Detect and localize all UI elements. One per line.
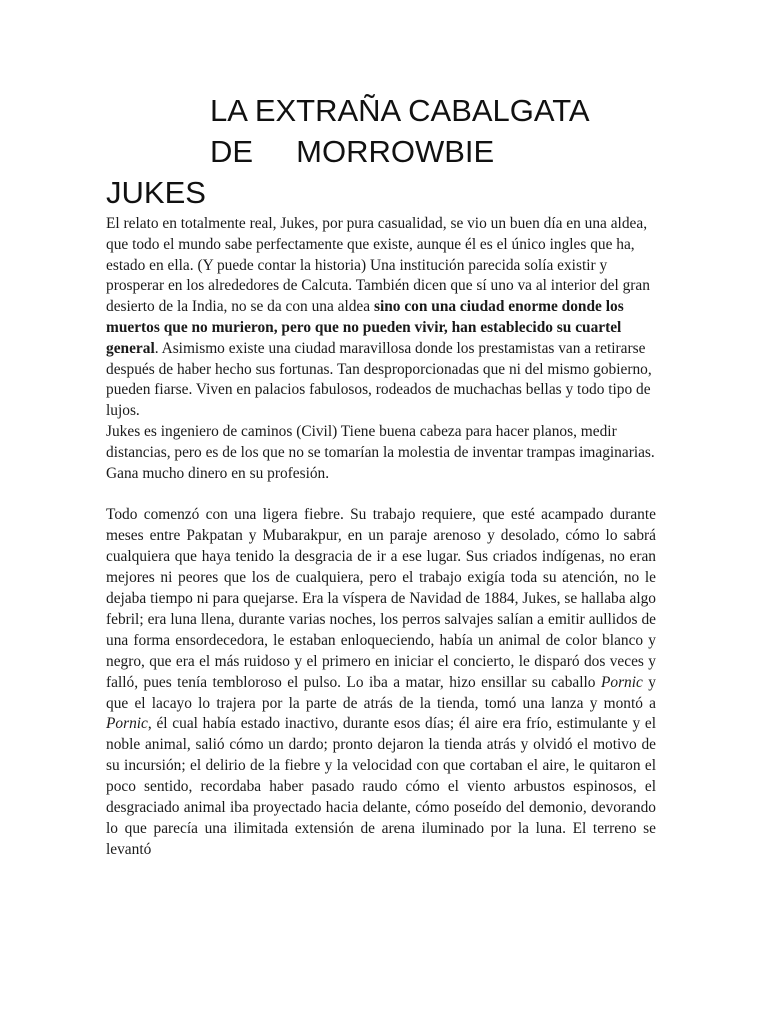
paragraph-gap	[106, 484, 656, 505]
paragraph-3	[106, 505, 656, 860]
paragraph-1-bold: sino con una ciudad enorme donde los muertos que no murieron, pero que no pueden vivir, han establecido su cuartel general	[106, 298, 624, 357]
paragraph-1-tail: . Asimismo existe una ciudad maravillosa donde los prestamistas van a retirarse después de haber hecho sus fortunas. Tan desproporcionadas que ni del mismo gobierno, pueden fiarse. Viven en palacios fabulosos, rodeados de muchachas bellas y todo tipo de lujos.	[106, 339, 652, 420]
title-line-3: JUKES	[106, 175, 206, 210]
horse-name-2: Pornic	[106, 715, 148, 733]
paragraph-3-part-1: Todo comenzó con una ligera fiebre. Su trabajo requiere, que esté acampado durante meses entre Pakpatan y Mubarakpur, en un paraje arenoso y desolado, cómo lo sabrá cualquiera que haya tenido la desgracia de ir a ese lugar. Sus criados indígenas, no eran mejores ni peores que los de cualquiera, pero el trabajo exigía toda su atención, no le dejaba tiempo ni para quejarse. Era la víspera de Navidad de 1884, Jukes, se hallaba algo febril; era luna llena, durante varias noches, los perros salvajes salían a emitir aullidos de una forma ensordecedora, le estaban enloqueciendo, había un animal de color blanco y negro, que era el más ruidoso y el primero en iniciar el concierto, le disparó dos veces y falló, pues tenía tembloroso el pulso. Lo iba a matar, hizo ensillar su caballo	[106, 506, 656, 691]
paragraph-3-part-3: , él cual había estado inactivo, durante esos días; él aire era frío, estimulante y el noble animal, salió cómo un dardo; pronto dejaron la tienda atrás y olvidó el motivo de su incursión; el delirio de la fiebre y la velocidad con que cortaban el aire, le quitaron el poco sentido, recordaba haber pasado raudo cómo el viento arbustos espinosos, el desgraciado animal iba proyectado hacia delante, cómo poseído del demonio, devorando lo que parecía una ilimitada extensión de arena iluminado por la luna. El terreno se levantó	[106, 715, 656, 858]
paragraph-3-part-2: y que el lacayo lo trajera por la parte de atrás de la tienda, tomó una lanza y montó a	[106, 673, 657, 712]
paragraph-1	[106, 214, 656, 422]
paragraph-2: Jukes es ingeniero de caminos (Civil) Tiene buena cabeza para hacer planos, medir distancias, pero es de los que no se tomarían la molestia de inventar trampas imaginarias. Gana mucho dinero en su profesión.	[106, 422, 655, 482]
title-line-1: LA EXTRAÑA CABALGATA	[210, 93, 590, 128]
story-body	[106, 214, 656, 861]
horse-name-1: Pornic	[600, 673, 643, 691]
paragraph-1-lead: El relato en totalmente real, Jukes, por pura casualidad, se vio un buen día en una aldea, que todo el mundo sabe perfectamente que existe, aunque él es el único ingles que ha, estado en ella. (Y puede contar la historia) Una institución parecida solía existir y prosperar en los alrededores de Calcuta. También dicen que sí uno va al interior del gran desierto de la India, no se da con una aldea	[106, 215, 650, 316]
title-line-2: DE MORROWBIE	[210, 134, 495, 169]
story-title	[106, 90, 666, 213]
